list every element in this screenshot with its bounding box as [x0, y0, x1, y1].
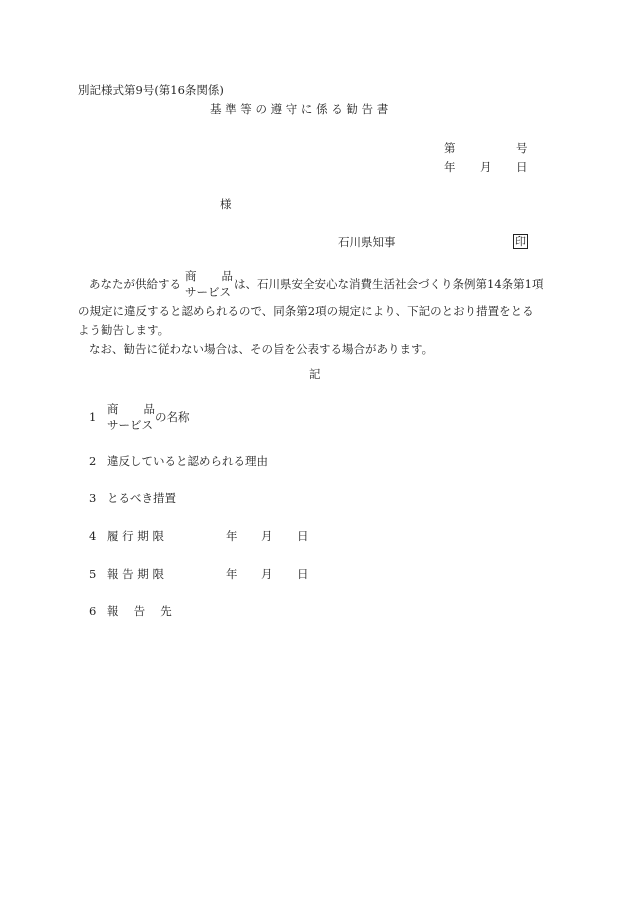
item-2-number: 2 [89, 454, 97, 468]
doc-number-prefix: 第 [444, 141, 456, 155]
body-line4: なお、勧告に従わない場合は、その旨を公表する場合があります。 [89, 342, 434, 356]
item-3-label: とるべき措置 [107, 491, 176, 505]
item-2-label: 違反していると認められる理由 [107, 454, 268, 468]
item-1-choice-goods: 商 [107, 402, 119, 416]
body-line1-pre: あなたが供給する [89, 277, 181, 291]
item-1-choice-goods-2: 品 [143, 402, 155, 416]
choice-goods: 商 [185, 269, 197, 283]
addressee-suffix: 様 [220, 197, 232, 211]
item-4-year: 年 [226, 529, 238, 543]
body-line3: よう勧告します。 [78, 323, 170, 337]
issuer: 石川県知事 [338, 235, 396, 249]
seal-stamp: 印 [515, 235, 526, 248]
date-day: 日 [516, 160, 528, 174]
item-1-number: 1 [89, 410, 97, 424]
form-number: 別記様式第9号(第16条関係) [78, 83, 224, 97]
date-month: 月 [480, 160, 492, 174]
date-year: 年 [444, 160, 456, 174]
item-1-choice-services: サービス [107, 418, 153, 432]
choice-goods-2: 品 [221, 269, 233, 283]
item-4-number: 4 [89, 529, 97, 543]
item-5-number: 5 [89, 567, 97, 581]
item-1-suffix: の名称 [155, 410, 190, 424]
item-5-month: 月 [261, 567, 273, 581]
body-line1-post: は、石川県安全安心な消費生活社会づくり条例第14条第1項 [234, 277, 544, 291]
body-line2: の規定に違反すると認められるので、同条第2項の規定により、下記のとおり措置をとる [78, 304, 534, 318]
item-5-year: 年 [226, 567, 238, 581]
item-4-day: 日 [297, 529, 309, 543]
item-4-label: 履 行 期 限 [107, 529, 164, 543]
item-5-label: 報 告 期 限 [107, 567, 164, 581]
item-3-number: 3 [89, 491, 97, 505]
item-6-number: 6 [89, 604, 97, 618]
item-4-month: 月 [261, 529, 273, 543]
body-goods-services-choice [185, 271, 233, 301]
item-1-choice [107, 404, 155, 434]
choice-services: サービス [185, 285, 231, 299]
item-6-label: 報 告 先 [107, 604, 172, 618]
ki-heading: 記 [309, 367, 321, 381]
doc-number-suffix: 号 [516, 141, 528, 155]
item-5-day: 日 [297, 567, 309, 581]
document-title: 基 準 等 の 遵 守 に 係 る 勧 告 書 [210, 102, 389, 116]
